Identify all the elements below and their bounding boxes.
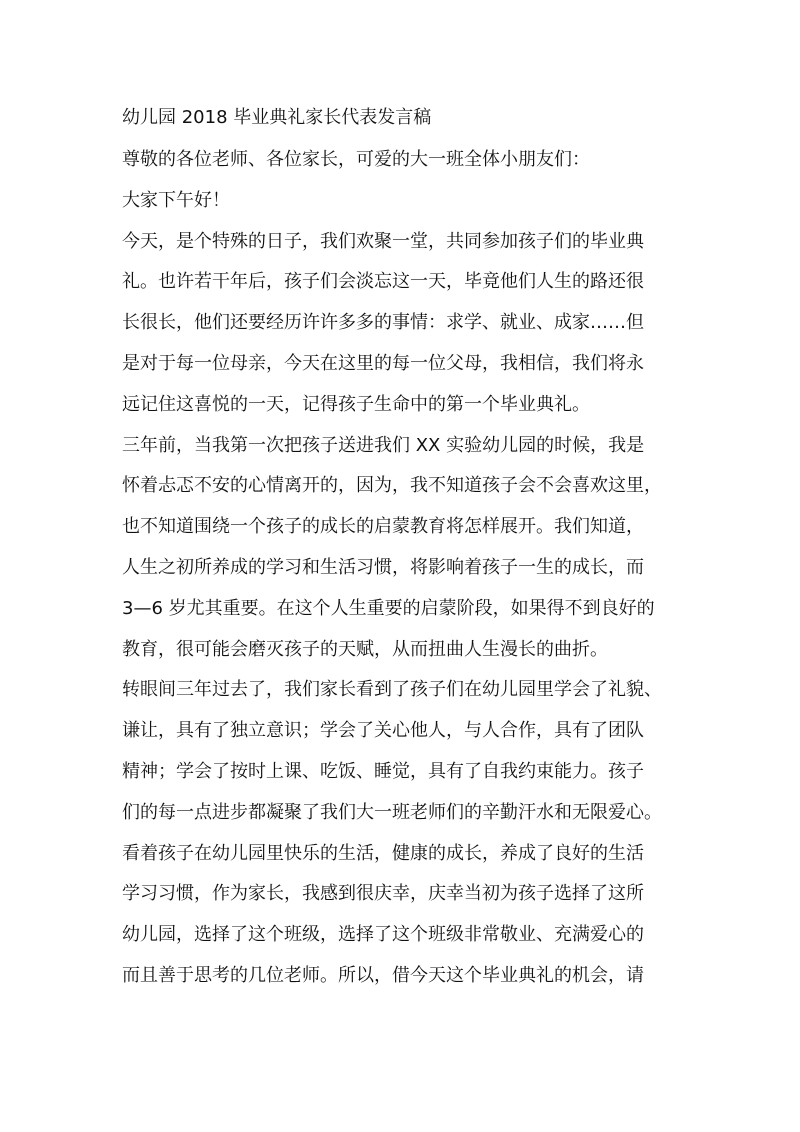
text-line: 今天，是个特殊的日子，我们欢聚一堂，共同参加孩子们的毕业典 bbox=[122, 230, 644, 252]
text-line: 3—6 岁尤其重要。在这个人生重要的启蒙阶段，如果得不到良好的 bbox=[122, 597, 655, 619]
text-line: 幼儿园，选择了这个班级，选择了这个班级非常敬业、充满爱心的 bbox=[122, 924, 644, 946]
text-line: 转眼间三年过去了，我们家长看到了孩子们在幼儿园里学会了礼貌、 bbox=[122, 679, 662, 701]
text-line: 谦让，具有了独立意识；学会了关心他人，与人合作，具有了团队 bbox=[122, 720, 644, 742]
text-line: 三年前，当我第一次把孩子送进我们 XX 实验幼儿园的时候，我是 bbox=[122, 434, 645, 456]
document-title: 幼儿园 2018 毕业典礼家长代表发言稿 bbox=[122, 107, 432, 128]
text-line: 尊敬的各位老师、各位家长，可爱的大一班全体小朋友们： bbox=[122, 149, 590, 170]
text-line: 长很长，他们还要经历许许多多的事情：求学、就业、成家……但 bbox=[122, 312, 644, 334]
text-line: 精神；学会了按时上课、吃饭、睡觉，具有了自我约束能力。孩子 bbox=[122, 760, 644, 782]
text-line: 怀着忐忑不安的心情离开的，因为，我不知道孩子会不会喜欢这里， bbox=[122, 475, 662, 497]
text-line: 礼。也许若干年后，孩子们会淡忘这一天，毕竟他们人生的路还很 bbox=[122, 271, 644, 293]
text-line: 教育，很可能会磨灭孩子的天赋，从而扭曲人生漫长的曲折。 bbox=[122, 638, 608, 660]
text-line: 是对于每一位母亲，今天在这里的每一位父母，我相信，我们将永 bbox=[122, 352, 644, 374]
text-line: 大家下午好！ bbox=[122, 189, 230, 211]
text-line: 也不知道围绕一个孩子的成长的启蒙教育将怎样展开。我们知道， bbox=[122, 516, 644, 538]
text-line: 远记住这喜悦的一天，记得孩子生命中的第一个毕业典礼。 bbox=[122, 393, 590, 415]
text-line: 而且善于思考的几位老师。所以，借今天这个毕业典礼的机会，请 bbox=[122, 964, 644, 986]
text-line: 人生之初所养成的学习和生活习惯，将影响着孩子一生的成长，而 bbox=[122, 556, 644, 578]
document-body bbox=[122, 140, 688, 997]
text-line: 学习习惯，作为家长，我感到很庆幸，庆幸当初为孩子选择了这所 bbox=[122, 883, 644, 905]
text-line: 看着孩子在幼儿园里快乐的生活，健康的成长，养成了良好的生活 bbox=[122, 842, 644, 864]
text-line: 们的每一点进步都凝聚了我们大一班老师们的辛勤汗水和无限爱心。 bbox=[122, 801, 662, 823]
